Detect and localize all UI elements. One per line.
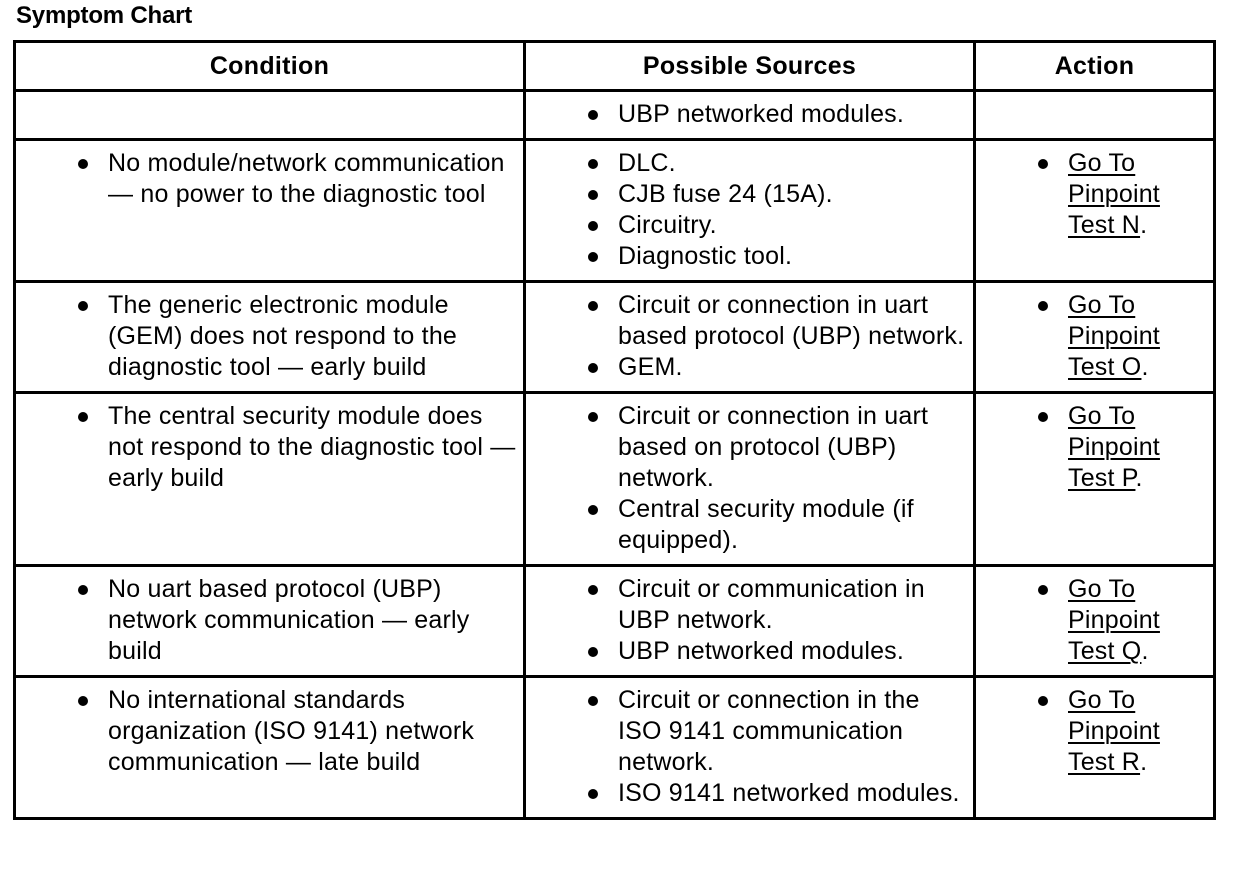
sources-cell (525, 91, 975, 140)
header-action: Action (975, 42, 1215, 91)
condition-item: No uart based protocol (UBP) network communication — early build (108, 574, 517, 667)
action-item (1068, 685, 1209, 778)
source-item: CJB fuse 24 (15A). (618, 179, 967, 210)
sources-cell (525, 566, 975, 677)
pinpoint-test-n-link[interactable]: Go To Pinpoint Test N (1068, 149, 1160, 239)
source-item: Diagnostic tool. (618, 241, 967, 272)
action-suffix: . (1135, 464, 1143, 492)
pinpoint-test-o-link[interactable]: Go To Pinpoint Test O (1068, 291, 1160, 381)
source-item: UBP networked modules. (618, 636, 967, 667)
action-cell (975, 140, 1215, 282)
pinpoint-test-p-link[interactable]: Go To Pinpoint Test P (1068, 402, 1160, 492)
source-item: GEM. (618, 352, 967, 383)
condition-item: The central security module does not respond to the diagnostic tool — early build (108, 402, 516, 492)
condition-cell (15, 140, 525, 282)
action-suffix: . (1140, 211, 1148, 239)
action-cell (975, 677, 1215, 819)
source-item: Circuit or connection in the ISO 9141 communication network. (618, 685, 967, 778)
sources-cell (525, 677, 975, 819)
sources-cell (525, 140, 975, 282)
table-row (15, 140, 1215, 282)
condition-item: No international standards organization (ISO 9141) network communication — late build (108, 685, 517, 778)
pinpoint-test-r-link[interactable]: Go To Pinpoint Test R (1068, 686, 1160, 776)
condition-cell (15, 566, 525, 677)
header-row (15, 42, 1215, 91)
action-cell (975, 566, 1215, 677)
action-suffix: . (1141, 353, 1149, 381)
action-cell (975, 91, 1215, 140)
source-item: ISO 9141 networked modules. (618, 778, 967, 809)
action-suffix: . (1140, 748, 1148, 776)
pinpoint-test-q-link[interactable]: Go To Pinpoint Test Q (1068, 575, 1160, 665)
table-row (15, 677, 1215, 819)
source-item: UBP networked modules. (618, 99, 967, 130)
sources-cell (525, 393, 975, 566)
action-item (1068, 401, 1209, 494)
table-row (15, 566, 1215, 677)
action-item (1068, 148, 1209, 241)
page-title: Symptom Chart (16, 2, 193, 29)
source-item: Circuit or communication in UBP network. (618, 574, 967, 636)
table-row (15, 393, 1215, 566)
action-item (1068, 574, 1209, 667)
action-suffix: . (1141, 637, 1149, 665)
sources-cell (525, 282, 975, 393)
condition-cell (15, 282, 525, 393)
header-possible-sources: Possible Sources (525, 42, 975, 91)
action-cell (975, 393, 1215, 566)
source-item: Circuitry. (618, 210, 967, 241)
action-cell (975, 282, 1215, 393)
condition-item: No module/network communication — no power to the diagnostic tool (108, 148, 517, 210)
condition-cell (15, 393, 525, 566)
table-row (15, 91, 1215, 140)
symptom-chart-table (13, 40, 1216, 820)
source-item: Circuit or connection in uart based on protocol (UBP) network. (618, 401, 967, 494)
source-item: Circuit or connection in uart based protocol (UBP) network. (618, 290, 967, 352)
header-condition: Condition (15, 42, 525, 91)
table-row (15, 282, 1215, 393)
condition-cell (15, 91, 525, 140)
condition-item: The generic electronic module (GEM) does not respond to the diagnostic tool — early build (108, 290, 517, 383)
action-item (1068, 290, 1209, 383)
condition-cell (15, 677, 525, 819)
source-item: Central security module (if equipped). (618, 494, 967, 556)
source-item: DLC. (618, 148, 967, 179)
